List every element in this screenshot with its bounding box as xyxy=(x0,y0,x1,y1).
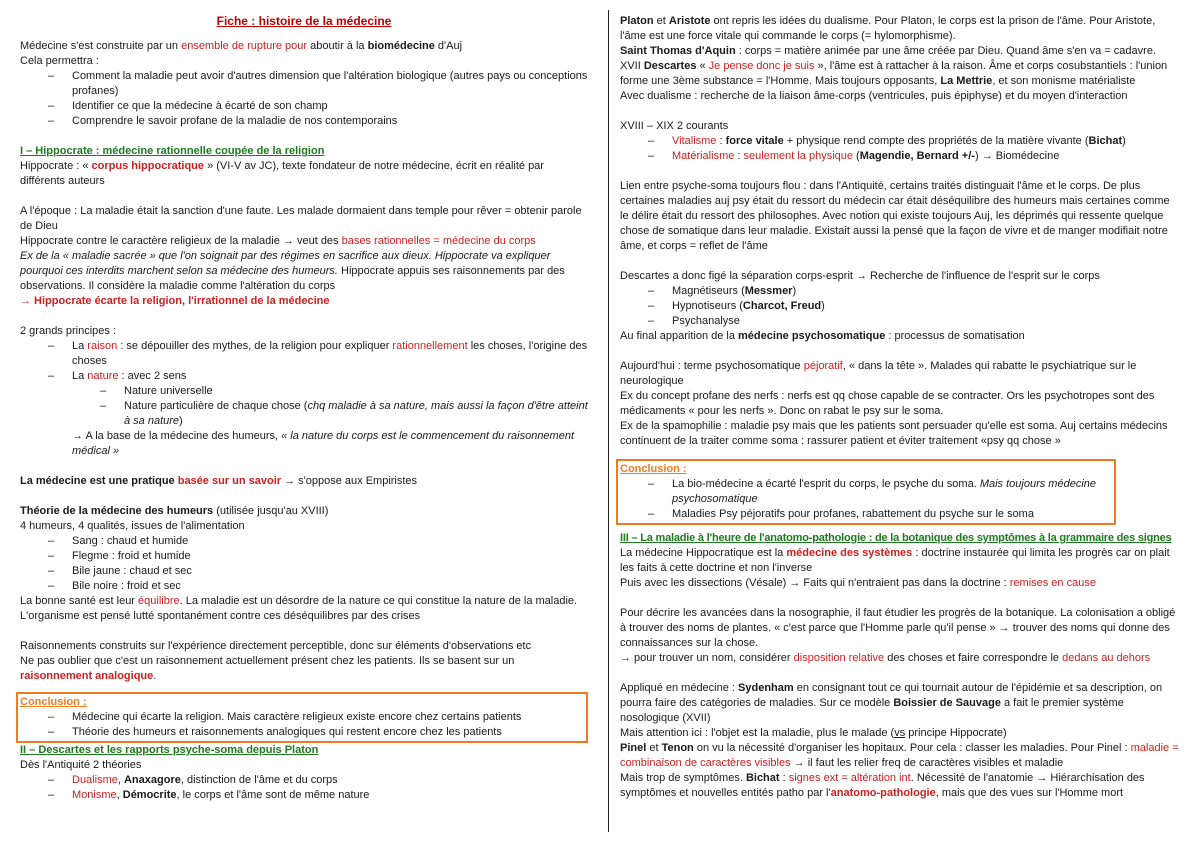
page-title: Fiche : histoire de la médecine xyxy=(216,14,392,28)
paragraph: Lien entre psyche-soma toujours flou : dans l'Antiquité, certains traités distinguait l'âme et le corps. De plus certaines maladies auj psy était du ressort du médecin car était déséquilibre des humeurs mais certaines comme le délire était du ressort des philosophes. Avec notion qui existe toujours Auj, les déprimés qui ressente quelque chose de somatique dans leur maladie. Existait aussi la pensé que la façon de vivre et de manger modifiait notre âme, et corps = reflet de l'âme xyxy=(620,180,1170,252)
conclusion-title: Conclusion : xyxy=(620,463,687,475)
paragraph: Dès l'Antiquité 2 théories xyxy=(20,759,142,771)
paragraph: Ex du concept profane des nerfs : nerfs est qq chose capable de se contracter. Ors les psychotropes sont des médicaments « pour les nerfs ». Donc on rabat le psy sur le soma. xyxy=(620,390,1155,417)
paragraph: Saint Thomas d'Aquin : corps = matière animée par une âme créée par Dieu. Quand âme s'en va = cadavre. xyxy=(620,45,1156,57)
left-column xyxy=(20,14,588,803)
right-column xyxy=(620,14,1180,801)
paragraph: La médecine Hippocratique est la médecine des systèmes : doctrine instaurée qui limita les progrès car on plait les faits à cette doctrine et non l'inverse xyxy=(620,547,1170,574)
list-item: – Identifier ce que la médecine à écarté de son champ xyxy=(20,99,588,114)
paragraph: Pour décrire les avancées dans la nosographie, il faut étudier les progrès de la botanique. La colonisation a obligé à trouver des noms de plantes. « c'est parce que l'Homme parle qu'il pense » → trouver des noms qui donne des connaissances sur la chose. xyxy=(620,607,1176,649)
paragraph: Au final apparition de la médecine psychosomatique : processus de somatisation xyxy=(620,330,1025,342)
paragraph: Raisonnements construits sur l'expérience directement perceptible, donc sur éléments d'observations etc xyxy=(20,640,532,652)
conclusion-box-1 xyxy=(16,692,588,743)
list-item: – Matérialisme : seulement la physique (Magendie, Bernard +/-) → Biomédecine xyxy=(620,149,1180,164)
influence-list xyxy=(620,284,1180,329)
paragraph: → Hippocrate écarte la religion, l'irrationnel de la médecine xyxy=(20,295,330,307)
paragraph: Descartes a donc figé la séparation corps-esprit → Recherche de l'influence de l'esprit sur le corps xyxy=(620,270,1100,282)
list-item: – Sang : chaud et humide xyxy=(20,534,588,549)
intro-list xyxy=(20,69,588,129)
conclusion-box-2 xyxy=(616,459,1116,525)
column-divider xyxy=(608,10,609,832)
paragraph: La médecine est une pratique basée sur un savoir → s'oppose aux Empiristes xyxy=(20,475,418,487)
paragraph: Platon et Aristote ont repris les idées du dualisme. Pour Platon, le corps est la prison de l'âme. Pour Aristote, l'âme est une force vitale qui commande le corps (= hylomorphisme). xyxy=(620,15,1156,42)
section-heading-3: III – La maladie à l'heure de l'anatomo-pathologie : de la botanique des symptômes à la grammaire des signes xyxy=(620,532,1172,544)
list-item: – Bile noire : froid et sec xyxy=(20,579,588,594)
list-item: – Magnétiseurs (Messmer) xyxy=(620,284,1180,299)
paragraph: Avec dualisme : recherche de la liaison âme-corps (ventricules, puis épiphyse) et du moyen d'interaction xyxy=(620,90,1128,102)
conclusion-list xyxy=(20,710,582,740)
paragraph: 4 humeurs, 4 qualités, issues de l'alimentation xyxy=(20,520,245,532)
list-item: – Théorie des humeurs et raisonnements analogiques qui restent encore chez les patients xyxy=(20,725,582,740)
paragraph: Hippocrate : « corpus hippocratique » (VI-V av JC), texte fondateur de notre médecine, écrit en réalité par différents auteurs xyxy=(20,160,544,187)
list-item: – Médecine qui écarte la religion. Mais caractère religieux existe encore chez certains patients xyxy=(20,710,582,725)
paragraph: XVIII – XIX 2 courants xyxy=(620,120,729,132)
list-item: – La raison : se dépouiller des mythes, de la religion pour expliquer rationnellement les choses, l'origine des choses xyxy=(20,339,588,369)
paragraph: Appliqué en médecine : Sydenham en consignant tout ce qui tournait autour de l'épidémie et sa description, on pourra faire des catégories de maladies. Sur ce modèle Boissier de Sauvage a fait le premier système nosologique (XVII) xyxy=(620,682,1163,724)
section-heading-2: II – Descartes et les rapports psyche-soma depuis Platon xyxy=(20,744,319,756)
paragraph: Pinel et Tenon on vu la nécessité d'organiser les hopitaux. Pour cela : classer les maladies. Pour Pinel : maladie = combinaison de caractères visibles → il faut les relier freq de caractères visibles et maladie xyxy=(620,742,1179,769)
list-item: – Vitalisme : force vitale + physique rend compte des propriétés de la matière vivante (Bichat) xyxy=(620,134,1180,149)
list-item: – Psychanalyse xyxy=(620,314,1180,329)
paragraph: Ex de la « maladie sacrée » que l'on soignait par des régimes en sacrifice aux dieux. Hippocrate va expliquer pourquoi ces interdits marchent selon sa médecine des humeurs. Hippocrate appuis ses raisonnements par des observations. Il considère la maladie comme l'altération du corps xyxy=(20,250,565,292)
list-item: – Bile jaune : chaud et sec xyxy=(20,564,588,579)
list-item: – Maladies Psy péjoratifs pour profanes, rabattement du psyche sur le soma xyxy=(620,507,1110,522)
intro-line: Médecine s'est construite par un ensemble de rupture pour aboutir à la biomédecine d'Auj xyxy=(20,40,463,52)
section-heading-1: I – Hippocrate : médecine rationnelle coupée de la religion xyxy=(20,145,325,157)
list-item: – Comprendre le savoir profane de la maladie de nos contemporains xyxy=(20,114,588,129)
list-item: – Comment la maladie peut avoir d'autres dimension que l'altération biologique (autres pays ou conceptions profanes) xyxy=(20,69,588,99)
list-item: – Monisme, Démocrite, le corps et l'âme sont de même nature xyxy=(20,788,588,803)
paragraph: Mais trop de symptômes. Bichat : signes ext = altération int. Nécessité de l'anatomie → Hiérarchisation des symptômes et nouvelles entités patho par l'anatomo-pathologie, mais que des vues sur l'Homme mort xyxy=(620,772,1145,799)
paragraph: Hippocrate contre le caractère religieux de la maladie → veut des bases rationnelles = médecine du corps xyxy=(20,235,536,247)
conclusion-title: Conclusion : xyxy=(20,696,87,708)
list-item: – Flegme : froid et humide xyxy=(20,549,588,564)
paragraph: Mais attention ici : l'objet est la maladie, plus le malade (vs principe Hippocrate) xyxy=(620,727,1007,739)
paragraph: → pour trouver un nom, considérer disposition relative des choses et faire correspondre le dedans au dehors xyxy=(620,652,1151,664)
principles-list xyxy=(20,339,588,384)
conclusion-list xyxy=(620,477,1110,522)
paragraph: Théorie de la médecine des humeurs (utilisée jusqu'au XVIII) xyxy=(20,505,329,517)
paragraph: → A la base de la médecine des humeurs, « la nature du corps est le commencement du raisonnement médical » xyxy=(72,430,575,457)
list-item: – Dualisme, Anaxagore, distinction de l'âme et du corps xyxy=(20,773,588,788)
paragraph: Ne pas oublier que c'est un raisonnement actuellement présent chez les patients. Ils se basent sur un raisonnement analogique. xyxy=(20,655,515,682)
list-item: – Hypnotiseurs (Charcot, Freud) xyxy=(620,299,1180,314)
currents-list xyxy=(620,134,1180,164)
paragraph: XVII Descartes « Je pense donc je suis », l'âme est à rattacher à la raison. Âme et corps cosubstantiels : l'union forme une 3ème substance = l'Homme. Mais toujours opposants, La Mettrie, et son monisme matérialiste xyxy=(620,60,1168,87)
nature-list xyxy=(20,384,588,429)
paragraph: A l'époque : La maladie était la sanction d'une faute. Les malade dormaient dans temple pour rêver = obtenir parole de Dieu xyxy=(20,205,582,232)
paragraph: La bonne santé est leur équilibre. La maladie est un désordre de la nature ce qui constitue la nature de la maladie. L'organisme est pensé lutté spontanément contre ces déséquilibres par des crises xyxy=(20,595,578,622)
list-item: – La nature : avec 2 sens xyxy=(20,369,588,384)
list-item: – La bio-médecine a écarté l'esprit du corps, le psyche du soma. Mais toujours médecine psychosomatique xyxy=(620,477,1110,507)
list-item: – Nature universelle xyxy=(20,384,588,399)
theories-list xyxy=(20,773,588,803)
humors-list xyxy=(20,534,588,594)
paragraph: Puis avec les dissections (Vésale) → Faits qui n'entraient pas dans la doctrine : remises en cause xyxy=(620,577,1096,589)
list-item: – Nature particulière de chaque chose (chq maladie à sa nature, mais aussi la façon d'être atteint à sa nature) xyxy=(20,399,588,429)
intro-line-2: Cela permettra : xyxy=(20,55,99,67)
paragraph: Aujourd'hui : terme psychosomatique péjoratif, « dans la tête ». Malades qui rabatte le psychiatrique sur le neurologique xyxy=(620,360,1137,387)
paragraph: 2 grands principes : xyxy=(20,325,116,337)
paragraph: Ex de la spamophilie : maladie psy mais que les patients sont persuader qu'elle est soma. Auj certains médecins continuent de la traiter comme soma : rassurer patient et éviter traitement «psy qq chose » xyxy=(620,420,1168,447)
